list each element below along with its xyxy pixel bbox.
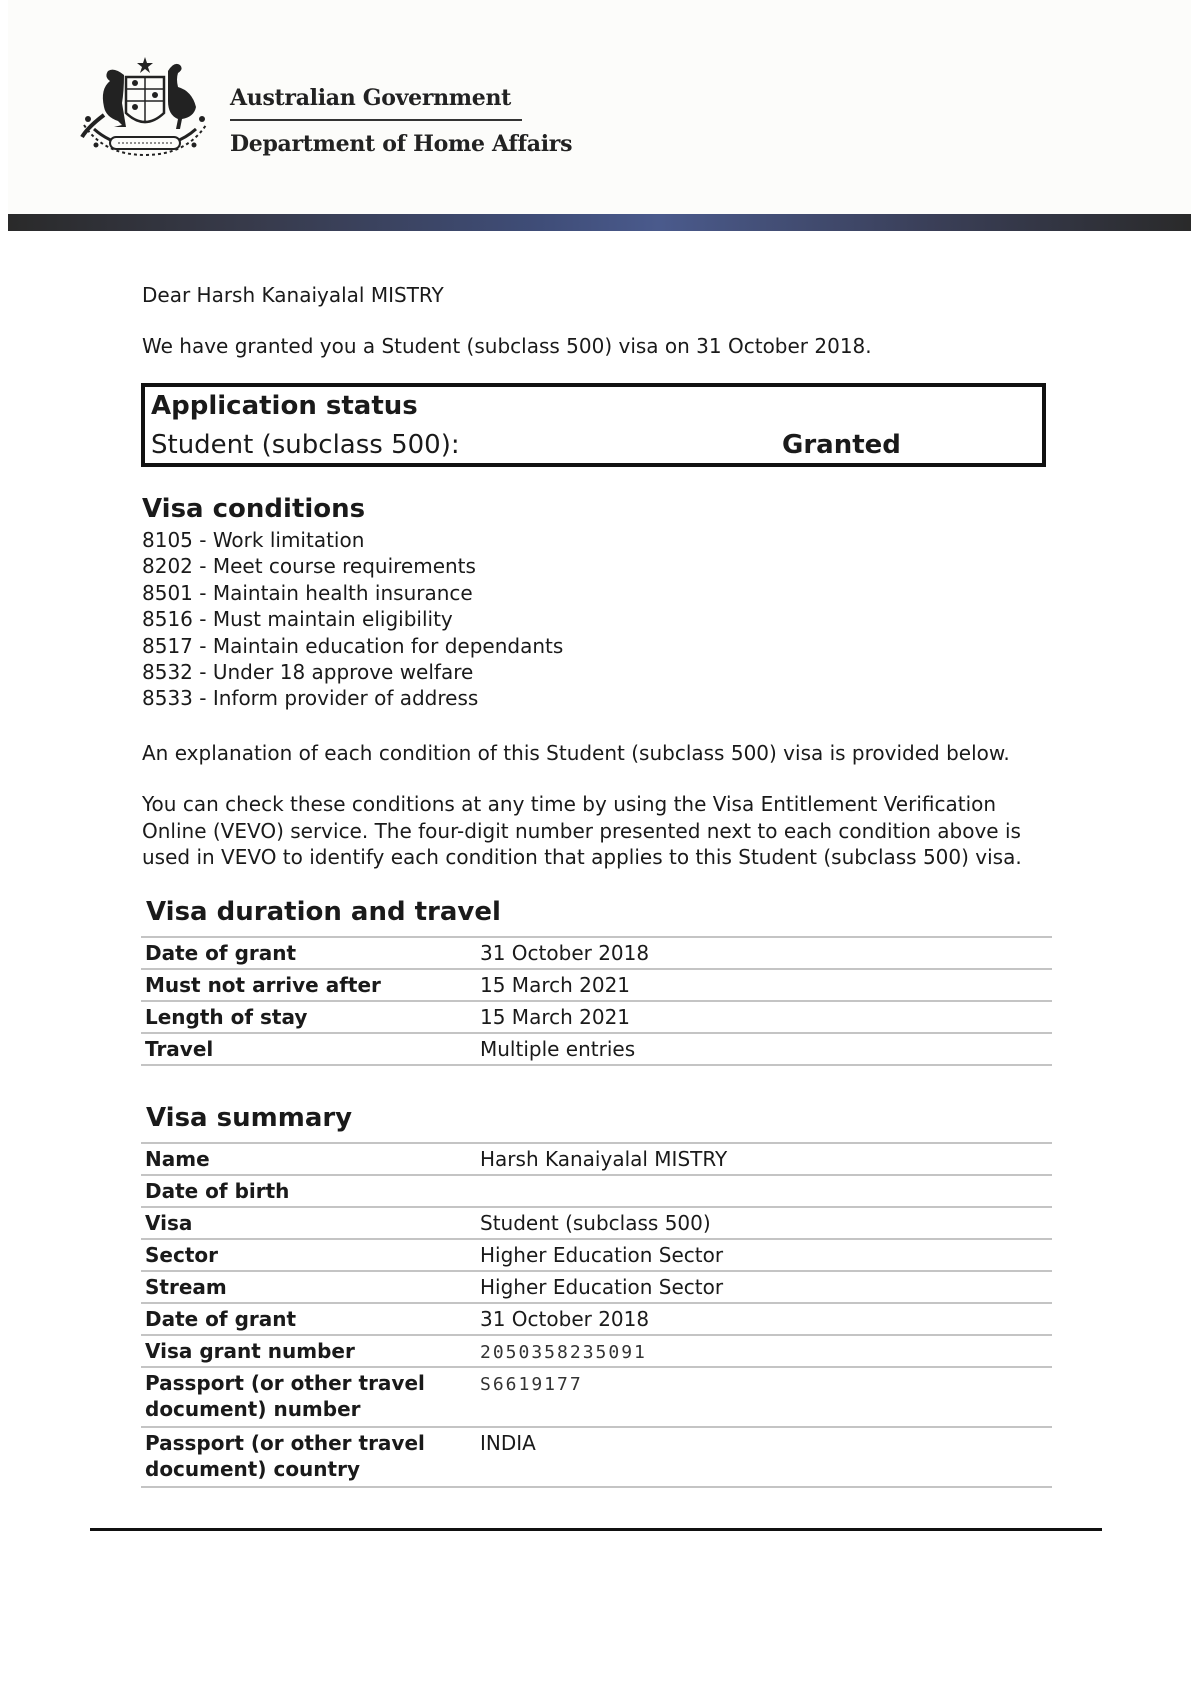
condition-item: 8105 - Work limitation	[142, 528, 365, 552]
table-row	[141, 970, 1052, 1002]
status-visa-label: Student (subclass 500):	[151, 430, 460, 460]
row-value: 31 October 2018	[480, 941, 650, 965]
condition-item: 8516 - Must maintain eligibility	[142, 607, 453, 632]
conditions-explanation: An explanation of each condition of this Student (subclass 500) visa is provided below.	[142, 741, 1010, 765]
status-title: Application status	[151, 391, 418, 421]
department-name: Department of Home Affairs	[230, 131, 573, 157]
conditions-list	[142, 527, 563, 712]
government-name: Australian Government	[230, 85, 512, 111]
row-label: Date of grant	[145, 1307, 297, 1331]
condition-item: 8202 - Meet course requirements	[142, 554, 476, 579]
visa-grant-number-redacted: 2050358235091	[480, 1342, 647, 1363]
table-row	[141, 1272, 1052, 1304]
table-row	[141, 1304, 1052, 1336]
table-row	[141, 1144, 1052, 1176]
grant-statement: We have granted you a Student (subclass 500) visa on 31 October 2018.	[142, 334, 872, 358]
status-value: Granted	[782, 430, 901, 460]
table-row	[141, 1208, 1052, 1240]
table-row	[141, 1034, 1052, 1066]
row-value: Harsh Kanaiyalal MISTRY	[480, 1147, 728, 1171]
row-label: Passport (or other travel document) number	[145, 1371, 425, 1421]
condition-item: 8532 - Under 18 approve welfare	[142, 660, 474, 685]
letterhead	[8, 0, 1191, 215]
table-row	[141, 1336, 1052, 1368]
row-label: Visa	[145, 1211, 193, 1235]
row-value: INDIA	[480, 1431, 536, 1455]
row-label: Must not arrive after	[145, 973, 381, 997]
condition-item: 8533 - Inform provider of address	[142, 686, 479, 711]
row-value	[480, 1176, 1052, 1206]
row-label: Date of grant	[145, 941, 297, 965]
row-label: Visa grant number	[145, 1339, 355, 1363]
application-status-box	[141, 383, 1046, 467]
table-row	[141, 1002, 1052, 1034]
row-value	[480, 1336, 1052, 1366]
row-label: Name	[145, 1147, 210, 1171]
visa-conditions-heading: Visa conditions	[142, 494, 366, 524]
summary-table	[141, 1142, 1052, 1488]
table-row	[141, 1240, 1052, 1272]
visa-duration-heading: Visa duration and travel	[146, 897, 501, 927]
table-row	[141, 1428, 1052, 1488]
passport-number-redacted: S6619177	[480, 1374, 583, 1395]
row-value: Multiple entries	[480, 1037, 636, 1061]
condition-item: 8517 - Maintain education for dependants	[142, 633, 564, 658]
row-value: 31 October 2018	[480, 1307, 650, 1331]
row-label: Passport (or other travel document) country	[145, 1431, 425, 1481]
coat-of-arms-icon	[74, 55, 216, 165]
row-value: Higher Education Sector	[480, 1275, 724, 1299]
footer-divider	[90, 1528, 1102, 1531]
row-label: Travel	[145, 1037, 214, 1061]
row-label: Sector	[145, 1243, 218, 1267]
row-label: Stream	[145, 1275, 227, 1299]
salutation: Dear Harsh Kanaiyalal MISTRY	[142, 283, 444, 307]
row-label: Date of birth	[145, 1179, 290, 1203]
row-value: 15 March 2021	[480, 973, 631, 997]
duration-table	[141, 936, 1052, 1066]
row-value: Higher Education Sector	[480, 1243, 724, 1267]
condition-item: 8501 - Maintain health insurance	[142, 580, 473, 605]
header-band	[8, 214, 1191, 231]
table-row	[141, 938, 1052, 970]
vevo-paragraph: You can check these conditions at any time by using the Visa Entitlement Verification Online (VEVO) service. The four-digit number presented next to each condition above is used in VEVO to identify each condition that applies to this Student (subclass 500) visa.	[142, 792, 1022, 869]
table-row	[141, 1368, 1052, 1428]
row-value: Student (subclass 500)	[480, 1211, 711, 1235]
row-value: 15 March 2021	[480, 1005, 631, 1029]
letterhead-divider	[230, 119, 522, 121]
row-label: Length of stay	[145, 1005, 308, 1029]
visa-summary-heading: Visa summary	[146, 1103, 353, 1133]
row-value	[480, 1368, 1052, 1426]
table-row	[141, 1176, 1052, 1208]
